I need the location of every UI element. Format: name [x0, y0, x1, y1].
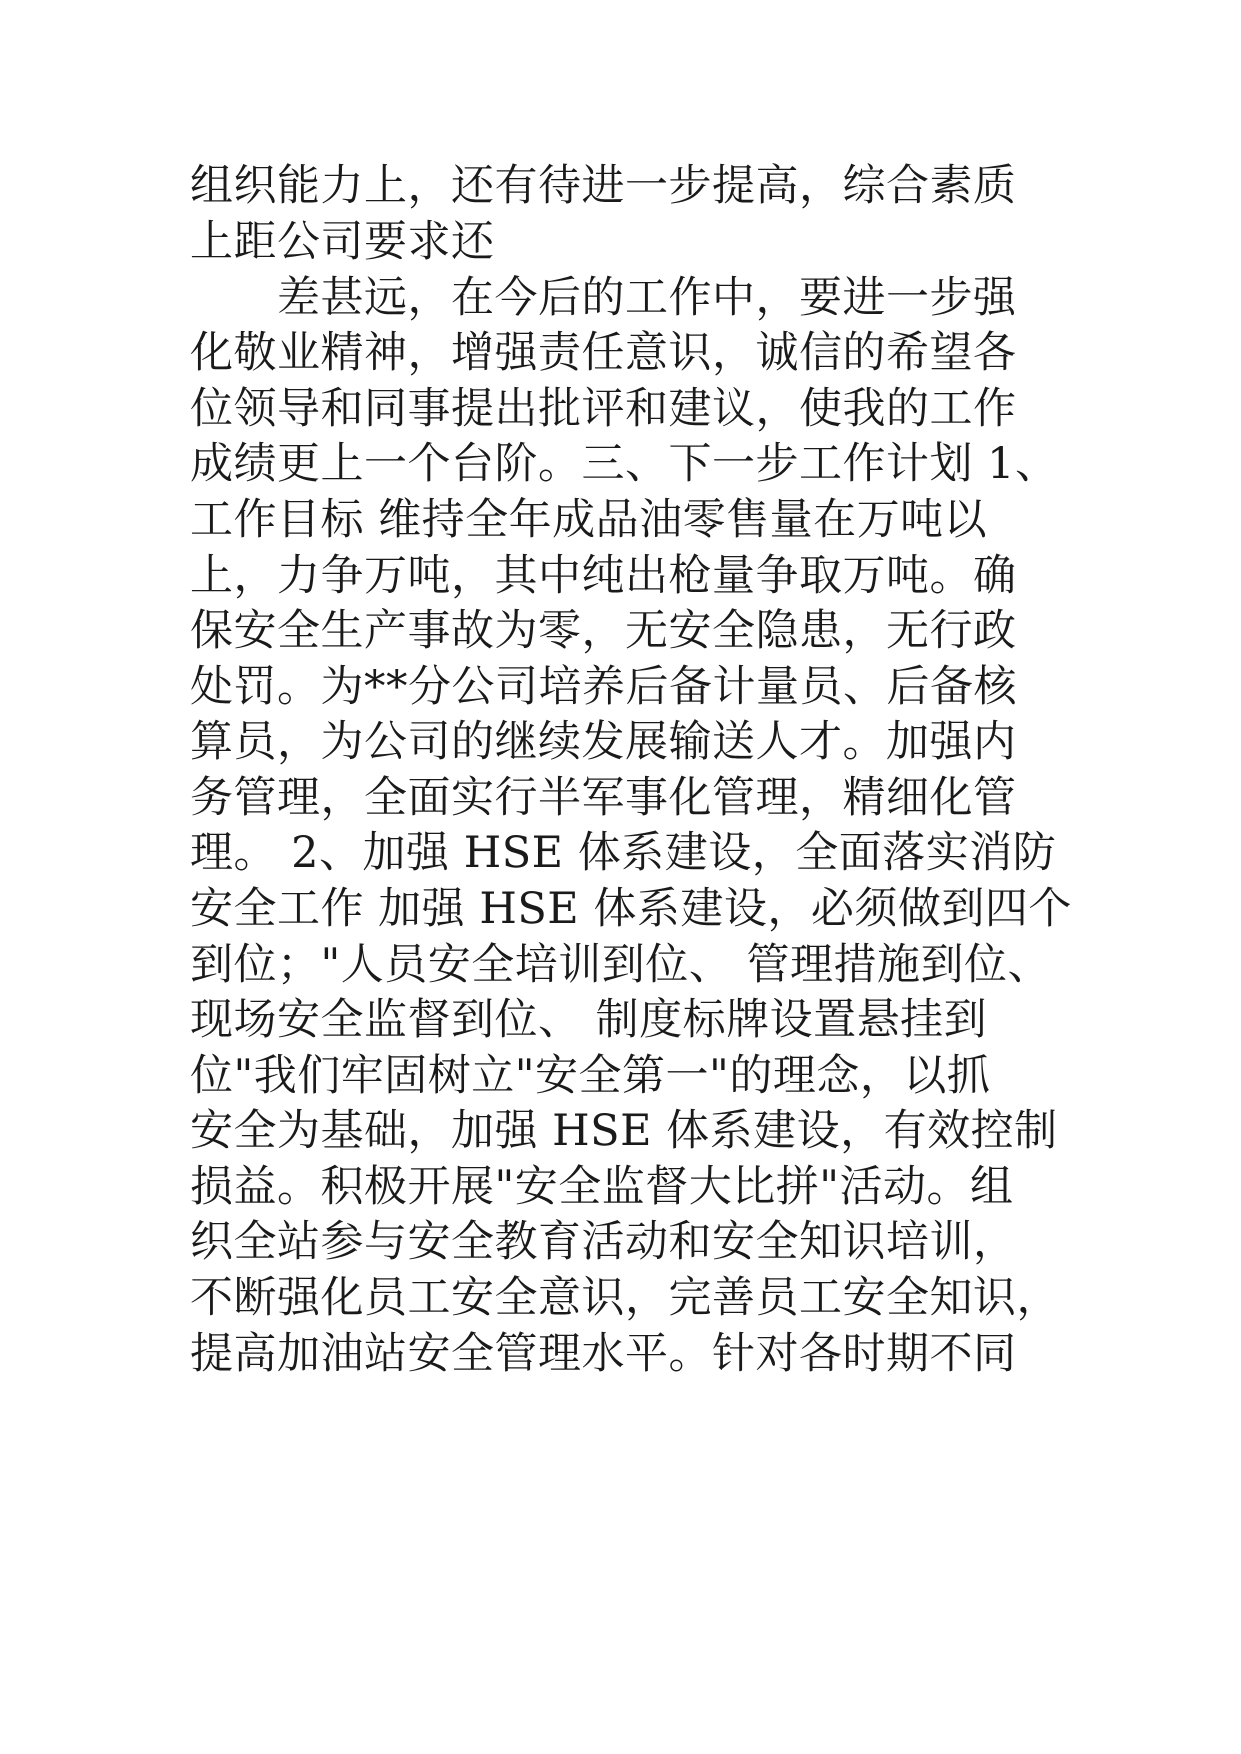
- text-line: 务管理，全面实行半军事化管理，精细化管: [190, 773, 1017, 823]
- text-line: 化敬业精神，增强责任意识，诚信的希望各: [190, 328, 1017, 378]
- text-line: 上，力争万吨，其中纯出枪量争取万吨。确: [190, 551, 1017, 601]
- text-line: 安全工作 加强 HSE 体系建设，必须做到四个: [190, 884, 1072, 934]
- text-line: 不断强化员工安全意识，完善员工安全知识，: [190, 1273, 1060, 1323]
- text-line: 工作目标 维持全年成品油零售量在万吨以: [190, 495, 988, 545]
- text-line: 上距公司要求还: [190, 217, 495, 267]
- text-line: 安全为基础，加强 HSE 体系建设，有效控制: [190, 1106, 1058, 1156]
- text-line: 织全站参与安全教育活动和安全知识培训，: [190, 1217, 1017, 1267]
- text-line: 损益。积极开展"安全监督大比拼"活动。组: [190, 1162, 1014, 1212]
- text-line: 差甚远，在今后的工作中，要进一步强: [190, 273, 1017, 323]
- text-line: 位"我们牢固树立"安全第一"的理念，以抓: [190, 1051, 991, 1101]
- text-line: 到位；"人员安全培训到位、 管理措施到位、: [190, 940, 1051, 990]
- text-line: 成绩更上一个台阶。三、下一步工作计划 1、: [190, 439, 1059, 489]
- text-line: 位领导和同事提出批评和建议，使我的工作: [190, 384, 1017, 434]
- text-line: 现场安全监督到位、 制度标牌设置悬挂到: [190, 995, 988, 1045]
- text-line: 处罚。为**分公司培养后备计量员、后备核: [190, 662, 1017, 712]
- text-line: 保安全生产事故为零，无安全隐患，无行政: [190, 606, 1017, 656]
- text-line: 理。 2、加强 HSE 体系建设，全面落实消防: [190, 828, 1057, 878]
- text-line: 算员，为公司的继续发展输送人才。加强内: [190, 717, 1017, 767]
- text-line: 组织能力上，还有待进一步提高，综合素质: [190, 161, 1017, 211]
- text-line: 提高加油站安全管理水平。针对各时期不同: [190, 1329, 1017, 1379]
